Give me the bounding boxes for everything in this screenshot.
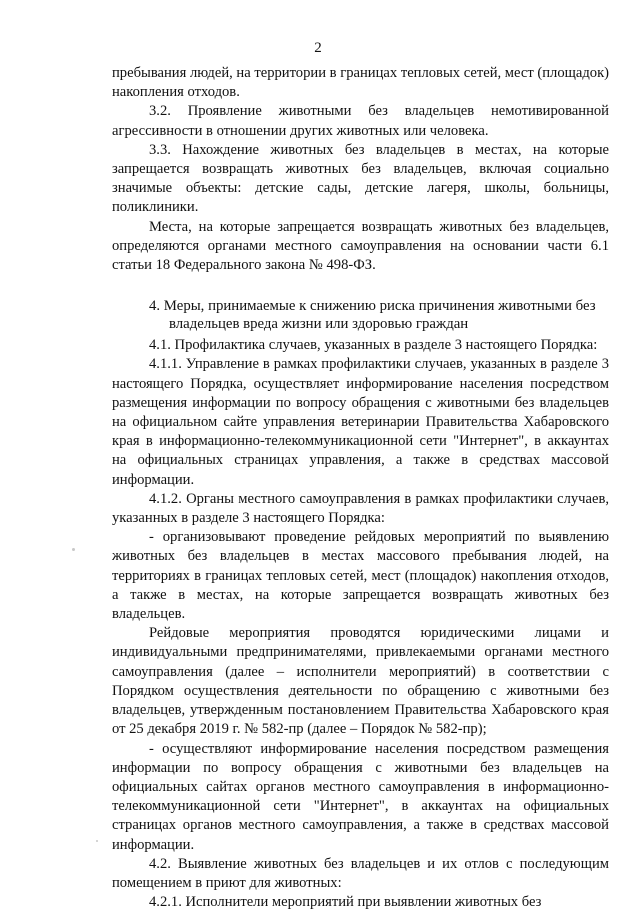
paragraph-4-1-2: 4.1.2. Органы местного самоуправления в рамках профилактики случаев, указанных в разделе 3 настоящего Порядка: (112, 490, 609, 527)
paragraph-raid-executors: Рейдовые мероприятия проводятся юридическими лицами и индивидуальными предпринимателями, привлекаемыми органами местного самоуправления (далее – исполнители мероприятий) в соответствии с Порядком осуществления деятельности по обращению с животными без владельцев, утвержденным постановлением Правительства Хабаровского края от 25 декабря 2019 г. № 582-пр (далее – Порядок № 582-пр); (112, 625, 609, 738)
paragraph-4-2: 4.2. Выявление животных без владельцев и их отлов с последующим помещением в приют для животных: (112, 855, 609, 891)
paragraph-3-2: 3.2. Проявление животными без владельцев немотивированной агрессивности в отношении других животных или человека. (112, 103, 609, 139)
scan-speck (96, 840, 98, 842)
paragraph-4-1: 4.1. Профилактика случаев, указанных в разделе 3 настоящего Порядка: (149, 337, 598, 354)
paragraph-informing: - осуществляют информирование населения посредством размещения информации по вопросу обращения с животными без владельцев на официальных сайтах органов местного самоуправления в информационно-телекоммуникационной сети "Интернет", в аккаунтах на официальных страницах органов местного самоуправления, а также в средствах массовой информации. (112, 740, 609, 853)
paragraph-continuation: пребывания людей, на территории в границах тепловых сетей, мест (площадок) накопления отходов. (112, 65, 610, 101)
paragraph-3-3: 3.3. Нахождение животных без владельцев в местах, на которые запрещается возвращать животных без владельцев, включая социально значимые объекты: детские сады, детские лагеря, школы, больницы, поликлиники. (112, 141, 609, 216)
paragraph-4-2-1: 4.2.1. Исполнители мероприятий при выявлении животных без (149, 894, 542, 911)
scan-speck (72, 548, 75, 551)
section-4-heading-line1: 4. Меры, принимаемые к снижению риска причинения животными без (149, 298, 596, 315)
paragraph-raids: - организовывают проведение рейдовых мероприятий по выявлению животных без владельцев в местах массового пребывания людей, на территориях в границах тепловых сетей, мест (площадок) накопления отходов, а также в местах, на которые запрещается возвращать животных без владельцев. (112, 529, 609, 623)
section-4-heading (112, 297, 609, 333)
paragraph-4-1-1: 4.1.1. Управление в рамках профилактики случаев, указанных в разделе 3 настоящего Порядка, осуществляет информирование населения посредством размещения информации по вопросу обращения с животными без владельцев на официальном сайте управления ветеринарии Правительства Хабаровского края в информационно-телекоммуникационной сети "Интернет", в аккаунтах на официальных страницах управления, а также в средствах массовой информации. (112, 356, 609, 488)
page-number: 2 (314, 40, 322, 56)
document-body (112, 64, 609, 912)
section-4-heading-line2: владельцев вреда жизни или здоровью граждан (169, 316, 469, 333)
paragraph-prohibited-places: Места, на которые запрещается возвращать животных без владельцев, определяются органами местного самоуправления на основании части 6.1 статьи 18 Федерального закона № 498-ФЗ. (112, 218, 609, 274)
